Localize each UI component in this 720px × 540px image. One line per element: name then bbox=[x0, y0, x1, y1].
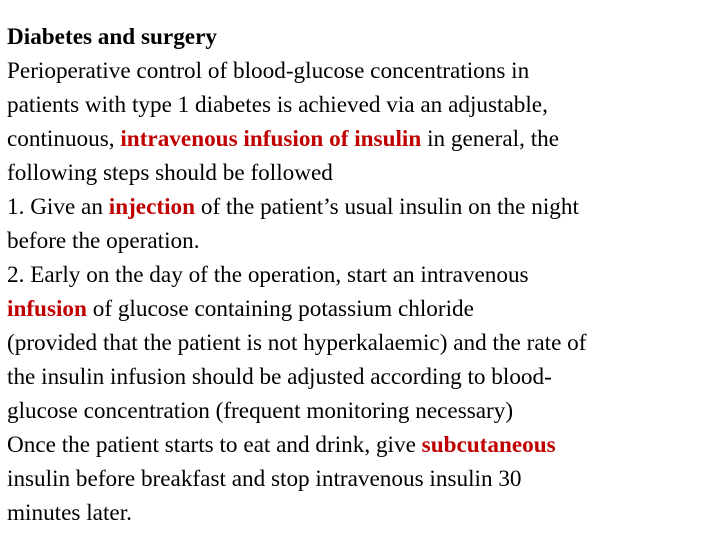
text-segment: insulin before breakfast and stop intravenous insulin 30 bbox=[7, 466, 522, 492]
text-line-7 bbox=[7, 258, 713, 292]
text-line-5 bbox=[7, 190, 713, 224]
text-line-11 bbox=[7, 394, 713, 428]
text-line-14 bbox=[7, 496, 713, 530]
highlighted-term-intravenous-infusion: intravenous infusion of insulin bbox=[120, 126, 422, 152]
text-segment: of the patient’s usual insulin on the night bbox=[195, 194, 579, 220]
text-segment: 1. Give an bbox=[7, 194, 109, 220]
text-segment: Once the patient starts to eat and drink, give bbox=[7, 432, 422, 458]
text-line-12 bbox=[7, 428, 713, 462]
highlighted-term-infusion: infusion bbox=[7, 296, 87, 322]
highlighted-term-injection: injection bbox=[108, 194, 196, 220]
document-title: Diabetes and surgery bbox=[7, 24, 217, 50]
text-segment: in general, the bbox=[421, 126, 560, 152]
text-segment: of glucose containing potassium chloride bbox=[86, 296, 474, 322]
text-line-1 bbox=[7, 54, 713, 88]
text-segment: following steps should be followed bbox=[7, 160, 333, 186]
text-line-4 bbox=[7, 156, 713, 190]
text-line-9 bbox=[7, 326, 713, 360]
highlighted-term-subcutaneous: subcutaneous bbox=[421, 432, 556, 458]
text-line-3 bbox=[7, 122, 713, 156]
text-line-6 bbox=[7, 224, 713, 258]
text-segment: continuous, bbox=[7, 126, 121, 152]
document-body bbox=[7, 20, 713, 530]
text-segment: (provided that the patient is not hyperkalaemic) and the rate of bbox=[7, 330, 587, 356]
text-segment: minutes later. bbox=[7, 500, 132, 526]
text-segment: 2. Early on the day of the operation, start an intravenous bbox=[7, 262, 529, 288]
text-line-13 bbox=[7, 462, 713, 496]
text-line-10 bbox=[7, 360, 713, 394]
text-segment: patients with type 1 diabetes is achieved via an adjustable, bbox=[7, 92, 548, 118]
text-segment: the insulin infusion should be adjusted according to blood- bbox=[7, 364, 552, 390]
text-segment: Perioperative control of blood-glucose concentrations in bbox=[7, 58, 530, 84]
text-line-2 bbox=[7, 88, 713, 122]
text-segment: glucose concentration (frequent monitoring necessary) bbox=[7, 398, 514, 424]
text-line-8 bbox=[7, 292, 713, 326]
text-segment: before the operation. bbox=[7, 228, 200, 254]
